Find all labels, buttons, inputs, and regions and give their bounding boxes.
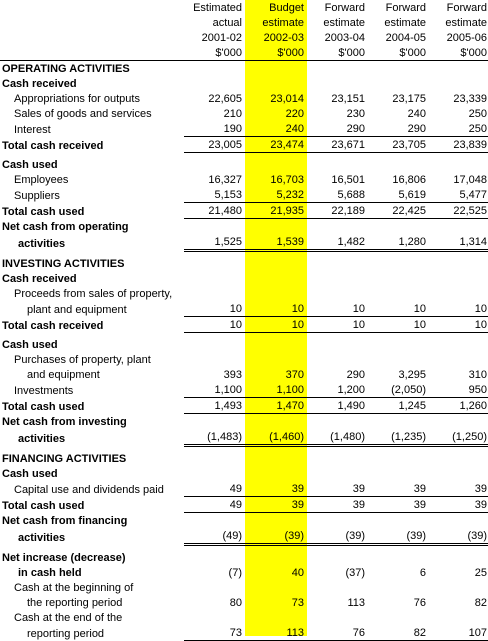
- row-label: Total cash used: [2, 400, 85, 413]
- cell: 10: [368, 317, 429, 333]
- cell: (1,250): [429, 429, 488, 446]
- cell: 1,525: [184, 234, 245, 251]
- col-header: Budget: [269, 2, 304, 14]
- table-row: [0, 367, 488, 382]
- row-label: Appropriations for outputs: [14, 93, 140, 105]
- cell: (7): [228, 567, 242, 579]
- cell: 10: [307, 301, 368, 317]
- row-label: Total cash received: [2, 319, 104, 332]
- row-label: Suppliers: [14, 189, 60, 202]
- cell: 23,339: [453, 93, 487, 105]
- cell: 23,005: [184, 137, 245, 153]
- col-header: Forward: [385, 2, 426, 14]
- cell: 76: [413, 597, 426, 609]
- cell: (39): [429, 528, 488, 545]
- cell: 1,200: [307, 382, 368, 398]
- net-row: [0, 234, 488, 251]
- cell: 1,314: [429, 234, 488, 251]
- col-header: estimate: [384, 17, 426, 29]
- cell: 25: [474, 567, 487, 579]
- total-row: [0, 137, 488, 153]
- cell: 39: [307, 481, 368, 497]
- cell: 107: [429, 625, 488, 641]
- cell: 23,014: [270, 93, 304, 105]
- net-row: [0, 429, 488, 446]
- col-header: 2002-03: [263, 32, 304, 44]
- net-increase-label: Net increase (decrease): [2, 552, 126, 564]
- row-label: Total cash used: [2, 205, 85, 218]
- header-row-3: [0, 30, 488, 45]
- row-label: activities: [18, 531, 66, 544]
- header-row-2: [0, 15, 488, 30]
- row-label: activities: [18, 432, 66, 445]
- cell: (2,050): [368, 382, 429, 398]
- subsection-title: Cash received: [2, 273, 77, 285]
- cell: 1,260: [429, 398, 488, 414]
- col-header: estimate: [262, 17, 304, 29]
- cell: (37): [345, 567, 365, 579]
- cell: 10: [184, 301, 245, 317]
- col-header: Forward: [324, 2, 365, 14]
- cell: 16,327: [208, 174, 242, 186]
- row-label: reporting period: [27, 627, 105, 640]
- row-label: and equipment: [27, 369, 100, 381]
- cell: (49): [184, 528, 245, 545]
- table-row: [0, 121, 488, 137]
- cell: 16,806: [392, 174, 426, 186]
- cell: 5,477: [429, 187, 488, 203]
- col-header: $'000: [184, 45, 245, 61]
- cell: 16,501: [331, 174, 365, 186]
- cell: 5,688: [307, 187, 368, 203]
- cell: 21,480: [184, 203, 245, 219]
- subsection-title: Cash used: [2, 159, 58, 171]
- net-label: Net cash from investing: [2, 416, 127, 428]
- table-row: [0, 481, 488, 497]
- col-header: actual: [212, 17, 242, 29]
- col-header: Estimated: [193, 2, 242, 14]
- row-label: Employees: [14, 174, 69, 186]
- table-row: [0, 106, 488, 121]
- cell: 49: [184, 497, 245, 513]
- cell: (1,483): [184, 429, 245, 446]
- section-title: OPERATING ACTIVITIES: [2, 63, 130, 75]
- row-label: Cash at the beginning of: [14, 582, 134, 594]
- col-header: Forward: [446, 2, 487, 14]
- cell: 40: [291, 567, 304, 579]
- cell: 22,525: [429, 203, 488, 219]
- col-header: estimate: [323, 17, 365, 29]
- cell: 6: [419, 567, 426, 579]
- cell: 230: [346, 108, 365, 120]
- cell: (1,480): [307, 429, 368, 446]
- section-title: FINANCING ACTIVITIES: [2, 453, 127, 465]
- cell: 10: [245, 317, 307, 333]
- subsection-title: Cash used: [2, 339, 58, 351]
- cell: 210: [223, 108, 242, 120]
- cell: 82: [368, 625, 429, 641]
- cell: 1,482: [307, 234, 368, 251]
- cell: 39: [368, 481, 429, 497]
- cell: 1,280: [368, 234, 429, 251]
- cell: 76: [307, 625, 368, 641]
- cell: 23,474: [245, 137, 307, 153]
- cell: 3,295: [398, 369, 426, 381]
- cell: 250: [429, 121, 488, 137]
- cell: 250: [468, 108, 487, 120]
- total-row: [0, 398, 488, 414]
- cell: 21,935: [245, 203, 307, 219]
- cell: 240: [407, 108, 426, 120]
- cell: 5,153: [184, 187, 245, 203]
- subsection-title: Cash used: [2, 468, 58, 480]
- cell: 113: [347, 597, 365, 609]
- cell: 10: [429, 301, 488, 317]
- net-label: Net cash from operating: [2, 221, 129, 233]
- cell: 393: [223, 369, 242, 381]
- header-row-4: [0, 45, 488, 61]
- row-label: Investments: [14, 384, 74, 397]
- cell: 290: [368, 121, 429, 137]
- net-label: Net cash from financing: [2, 515, 128, 527]
- col-header: $'000: [429, 45, 488, 61]
- cell: 39: [368, 497, 429, 513]
- cell: 370: [285, 369, 304, 381]
- subsection-title: Cash received: [2, 78, 77, 90]
- cell: 23,839: [429, 137, 488, 153]
- row-label: plant and equipment: [27, 303, 127, 316]
- cell: 23,151: [331, 93, 365, 105]
- row-label: Capital use and dividends paid: [14, 483, 164, 496]
- col-header: estimate: [445, 17, 487, 29]
- col-header: $'000: [307, 45, 368, 61]
- cell: (39): [245, 528, 307, 545]
- cell: 39: [245, 481, 307, 497]
- cell: 10: [184, 317, 245, 333]
- header-row-1: [0, 0, 488, 15]
- cell: 1,470: [245, 398, 307, 414]
- cell: (1,460): [245, 429, 307, 446]
- cell: 22,189: [307, 203, 368, 219]
- row-label: Total cash used: [2, 499, 85, 512]
- total-row: [0, 317, 488, 333]
- table-row: [0, 172, 488, 187]
- cell: 1,245: [368, 398, 429, 414]
- cell: 82: [474, 597, 487, 609]
- cell: 22,425: [368, 203, 429, 219]
- cell: (39): [307, 528, 368, 545]
- cell: 1,100: [184, 382, 245, 398]
- cell: 290: [346, 369, 365, 381]
- row-label: Cash at the end of the: [14, 612, 123, 624]
- total-row: [0, 203, 488, 219]
- row-label: Sales of goods and services: [14, 108, 152, 120]
- total-row: [0, 497, 488, 513]
- col-header: 2004-05: [385, 32, 426, 44]
- cell: 10: [245, 301, 307, 317]
- table-row: [0, 91, 488, 106]
- row-label: Total cash received: [2, 139, 104, 152]
- cell: 1,100: [245, 382, 307, 398]
- row-label: in cash held: [18, 567, 82, 579]
- cell: (1,235): [368, 429, 429, 446]
- col-header: $'000: [368, 45, 429, 61]
- cell: 73: [291, 597, 304, 609]
- table-row: [0, 301, 488, 317]
- cell: 80: [229, 597, 242, 609]
- cell: 5,232: [245, 187, 307, 203]
- cell: 39: [245, 497, 307, 513]
- row-label: Interest: [14, 123, 51, 136]
- cell: 23,671: [307, 137, 368, 153]
- cell: 1,539: [245, 234, 307, 251]
- col-header: 2003-04: [324, 32, 365, 44]
- table-row: [0, 625, 488, 641]
- cell: 16,703: [270, 174, 304, 186]
- cell: 39: [307, 497, 368, 513]
- col-header: $'000: [245, 45, 307, 61]
- cell: 1,493: [184, 398, 245, 414]
- cell: 10: [307, 317, 368, 333]
- cell: 39: [429, 481, 488, 497]
- row-label: Proceeds from sales of property,: [14, 288, 173, 300]
- cell: 220: [285, 108, 304, 120]
- cell: 310: [468, 369, 487, 381]
- cell: 1,490: [307, 398, 368, 414]
- table-row: [0, 595, 488, 610]
- cell: (39): [368, 528, 429, 545]
- cell: 17,048: [453, 174, 487, 186]
- row-label: Purchases of property, plant: [14, 354, 151, 366]
- cell: 22,605: [208, 93, 242, 105]
- cell: 950: [429, 382, 488, 398]
- row-label: the reporting period: [27, 597, 123, 609]
- section-title: INVESTING ACTIVITIES: [2, 258, 125, 270]
- cell: 39: [429, 497, 488, 513]
- cell: 73: [184, 625, 245, 641]
- cell: 240: [245, 121, 307, 137]
- table-row: [0, 382, 488, 398]
- col-header: 2005-06: [446, 32, 487, 44]
- table-row: [0, 187, 488, 203]
- cell: 5,619: [368, 187, 429, 203]
- cell: 23,175: [392, 93, 426, 105]
- cell: 23,705: [368, 137, 429, 153]
- cell: 10: [368, 301, 429, 317]
- row-label: activities: [18, 237, 66, 250]
- net-row: [0, 528, 488, 545]
- col-header: 2001-02: [201, 32, 242, 44]
- cell: 49: [184, 481, 245, 497]
- net-increase-row: [0, 565, 488, 580]
- cell: 290: [307, 121, 368, 137]
- cell: 10: [429, 317, 488, 333]
- cell: 190: [184, 121, 245, 137]
- cell: 113: [245, 625, 307, 641]
